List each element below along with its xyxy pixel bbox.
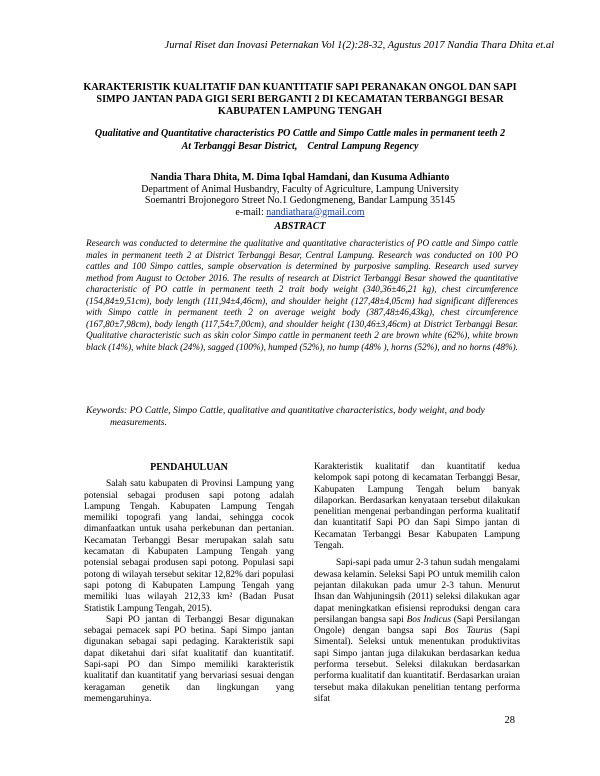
abstract-heading: ABSTRACT — [274, 221, 326, 232]
email-link[interactable]: nandiathara@gmail.com — [266, 206, 365, 218]
paragraph-text: Sapi-sapi pada umur 2-3 tahun sudah mengalami dewasa kelamin. Seleksi Sapi PO untuk memilih calon pejantan dilakukan pada umur 2-3 tahun. Menurut Ihsan dan Wahjuningsih (2011) seleksi dilakukan agar dapat meningkatkan efisiensi reproduksi dengan cara persilangan bangsa sapi — [314, 558, 520, 625]
english-title — [90, 128, 510, 153]
keywords-line-1: Keywords: PO Cattle, Simpo Cattle, qualitative and quantitative characteristics, body weight, and body — [86, 405, 485, 416]
page-number: 28 — [504, 715, 515, 726]
title-line-3: KABUPATEN LAMPUNG TENGAH — [217, 106, 383, 117]
paragraph: Salah satu kabupaten di Provinsi Lampung yang potensial sebagai produsen sapi potong adalah Lampung Tengah. Kabupaten Lampung Tengah memiliki topografi yang landai, sehingga cocok dimanfaatkan untuk usaha perkebunan dan pertanian. Kecamatan Terbanggi Besar merupakan salah satu kecamatan di Kabupaten Lampung Tengah yang potensial sebagai produsen sapi potong. Populasi sapi potong di wilayah tersebut sekitar 12,82% dari populasi sapi potong di Kabupaten Lampung Tengah yang memiliki luas wilayah 212,33 km² (Badan Pusat Statistik Lampung Tengah, 2015). — [84, 479, 294, 614]
paragraph-text: (Sapi Persilangan Ongole) dengan bangsa sapi — [314, 614, 520, 637]
title-line-1: KARAKTERISTIK KUALITATIF DAN KUANTITATIF SAPI PERANAKAN ONGOL DAN SAPI — [83, 82, 517, 93]
english-title-line-2: At Terbanggi Besar District, Central Lampung Regency — [181, 140, 419, 152]
paragraph: Karakteristik kualitatif dan kuantitatif kedua kelompok sapi potong di kecamatan Terbanggi Besar, Kabupaten Lampung Tengah belum banyak dilaporkan. Berdasarkan kenyataan tersebut dilakukan penelitian mengenai perbandingan performa kualitatif dan kuantitatif Sapi PO dan Sapi Simpo jantan di Kecamatan Terbanggi Besar Kabupaten Lampung Tengah. — [314, 462, 520, 552]
paper-title — [80, 82, 520, 118]
english-title-line-1: Qualitative and Quantitative characteristics PO Cattle and Simpo Cattle males in permanent teeth 2 — [94, 128, 506, 139]
italic-term: Bos Indicus — [406, 614, 451, 625]
paragraph: Sapi PO jantan di Terbanggi Besar digunakan sebagai pemacek sapi PO betina. Sapi Simpo jantan digunakan sebagai sapi pedaging. Karakteristik sapi dapat diketahui dari sifat kualitatif dan kuantitatif. Sapi-sapi PO dan Simpo memiliki karakteristik kualitatif dan kuantitatif yang bervariasi sesuai dengan keragaman genetik dan lingkungan yang memengaruhinya. — [84, 614, 294, 704]
author-block — [100, 172, 500, 218]
keywords — [86, 405, 518, 429]
running-header: Jurnal Riset dan Inovasi Peternakan Vol 1(2):28-32, Agustus 2017 Nandia Thara Dhita et.al — [164, 40, 554, 51]
email-line — [100, 207, 500, 219]
paragraph — [314, 558, 520, 705]
section-heading-pendahuluan: PENDAHULUAN — [150, 462, 228, 473]
address: Soemantri Brojonegoro Street No.1 Gedongmeneng, Bandar Lampung 35145 — [144, 195, 456, 206]
abstract-text: Research was conducted to determine the qualitative and quantitative characteristics of PO cattle and Simpo cattle males in permanent teeth 2 at District Terbanggi Besar, Central Lampung. Research was conducted on 100 PO cattles and 100 Simpo cattles, sample observation is determined by purposive sampling. Research used survey method from August to October 2016. The results of research at District Terbanggi Besar showed the quantitative characteristic of PO cattle in permanent teeth 2 trait body weight (340,36±46,21 kg), chest circumference (154,84±9,51cm), body length (111,94±4,46cm), and shoulder height (127,48±4,05cm) had significant differences with Simpo cattle in permanent teeth 2 on average weight body (387,48±46,43kg), chest circumference (167,80±7,98cm), body length (117,54±7,00cm), and shoulder height (130,46±3,46cm) at District Terbanggi Besar. Qualitative characteristic such as skin color Simpo cattle in permanent teeth 2 are brown white (62%), white brown black (14%), white black (24%), sagged (100%), humped (52%), no hump (48% ), horns (52%), and no horns (48%). — [86, 238, 518, 352]
title-line-2: SIMPO JANTAN PADA GIGI SERI BERGANTI 2 DI KECAMATAN TERBANGGI BESAR — [96, 94, 504, 105]
paragraph-text: (Sapi Simental). Seleksi untuk menentukan produktivitas sapi Simpo jantan juga dilakukan berdasarkan kedua performa tersebut. Seleksi dilakukan berdasarkan performa kualitatif dan kuantitatif. Berdasarkan uraian tersebut maka dilakukan penelitian tentang performa sifat — [314, 626, 521, 704]
italic-term: Bos Taurus — [444, 626, 493, 637]
author-names: Nandia Thara Dhita, M. Dima Iqbal Hamdani, dan Kusuma Adhianto — [150, 172, 450, 183]
left-column — [84, 462, 294, 705]
right-column — [314, 462, 520, 705]
keywords-line-2: measurements. — [110, 417, 167, 428]
email-label: e-mail: — [235, 206, 267, 218]
department: Department of Animal Husbandry, Faculty of Agriculture, Lampung University — [141, 183, 459, 195]
